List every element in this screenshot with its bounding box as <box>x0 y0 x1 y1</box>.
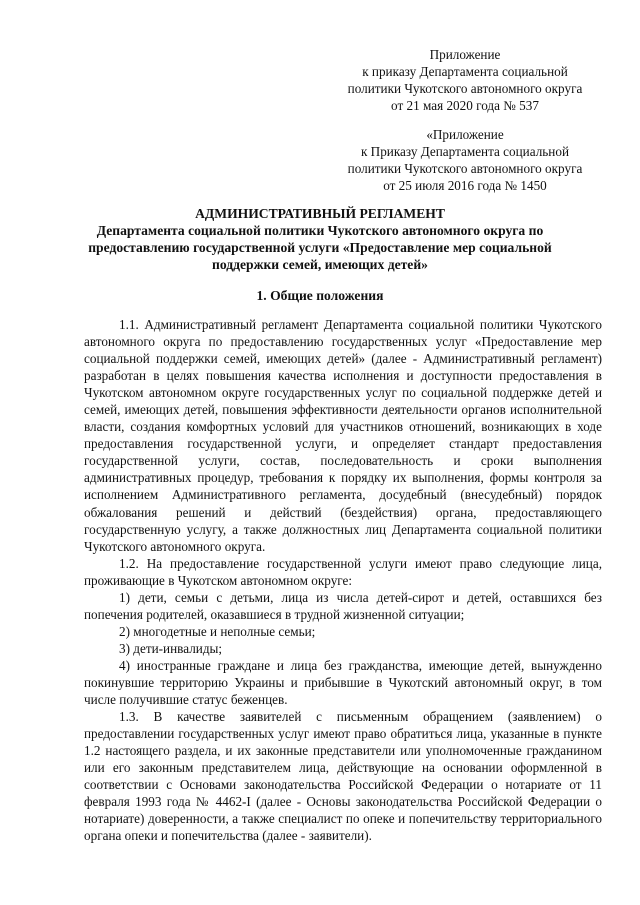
appendix-2016-line: политики Чукотского автономного округа <box>347 161 583 176</box>
appendix-2020-line: от 21 мая 2020 года № 537 <box>391 98 539 113</box>
list-item-2: 2) многодетные и неполные семьи; <box>119 623 316 639</box>
paragraph-1-1: 1.1. Административный регламент Департамента социальной политики Чукотского автономного округа по предоставлению государственных услуг «Предоставление мер социальной поддержки семей, имеющих детей» (далее - Административный регламент) разработан в целях повышения качества исполнения и доступности предоставления в Чукотском автономном округе государственных услуг по социальной поддержке детей и семей, имеющих детей, повышения эффективности деятельности органов исполнительной власти, создания комфортных условий для участников отношений, возникающих в ходе предоставления государственной услуги, и определяет стандарт предоставления государственной услуги, состав, последовательность и сроки выполнения административных процедур, требования к порядку их выполнения, формы контроля за исполнением Административного регламента, досудебный (внесудебный) порядок обжалования решений и действий (бездействия) органа, предоставляющего государственную услугу, а также должностных лиц Департамента социальной политики Чукотского автономного округа. <box>84 317 602 554</box>
paragraph-1-2: 1.2. На предоставление государственной услуги имеют право следующие лица, проживающие в Чукотском автономном округе: <box>84 555 602 588</box>
appendix-2016-line: «Приложение <box>426 127 504 142</box>
document-subtitle: Департамента социальной политики Чукотского автономного округа по предоставлению государственной услуги «Предоставление мер социальной поддержки семей, имеющих детей» <box>88 223 552 272</box>
appendix-2020-line: политики Чукотского автономного округа <box>347 81 583 96</box>
list-item-4: 4) иностранные граждане и лица без гражданства, имеющие детей, вынужденно покинувшие территорию Украины и прибывшие в Чукотский автономный округ, в том числе получившие статус беженцев. <box>84 657 602 708</box>
appendix-2016-line: к Приказу Департамента социальной <box>360 144 570 159</box>
appendix-2016-block <box>340 126 590 194</box>
document-body <box>84 316 602 844</box>
section-heading: 1. Общие положения <box>256 288 384 303</box>
appendix-2020-block <box>340 46 590 114</box>
list-item-3: 3) дети-инвалиды; <box>119 640 223 656</box>
paragraph-1-3: 1.3. В качестве заявителей с письменным обращением (заявлением) о предоставлении государственных услуг имеют право обратиться лица, указанные в пункте 1.2 настоящего раздела, и их законные представители или уполномоченные гражданином или его законным представителем лица, действующие на основании оформленной в соответствии с Основами законодательства Российской Федерации о нотариате от 11 февраля 1993 года № 4462-I (далее - Основы законодательства Российской Федерации о нотариате) доверенности, а также специалист по опеке и попечительству территориального органа опеки и попечительства (далее - заявители). <box>84 709 602 844</box>
document-title: АДМИНИСТРАТИВНЫЙ РЕГЛАМЕНТ <box>195 206 445 221</box>
list-item-1: 1) дети, семьи с детьми, лица из числа детей-сирот и детей, оставшихся без попечения родителей, оказавшиеся в трудной жизненной ситуации; <box>84 589 602 622</box>
appendix-2016-line: от 25 июля 2016 года № 1450 <box>383 178 547 193</box>
appendix-2020-line: к приказу Департамента социальной <box>362 64 568 79</box>
appendix-2020-line: Приложение <box>429 47 501 62</box>
